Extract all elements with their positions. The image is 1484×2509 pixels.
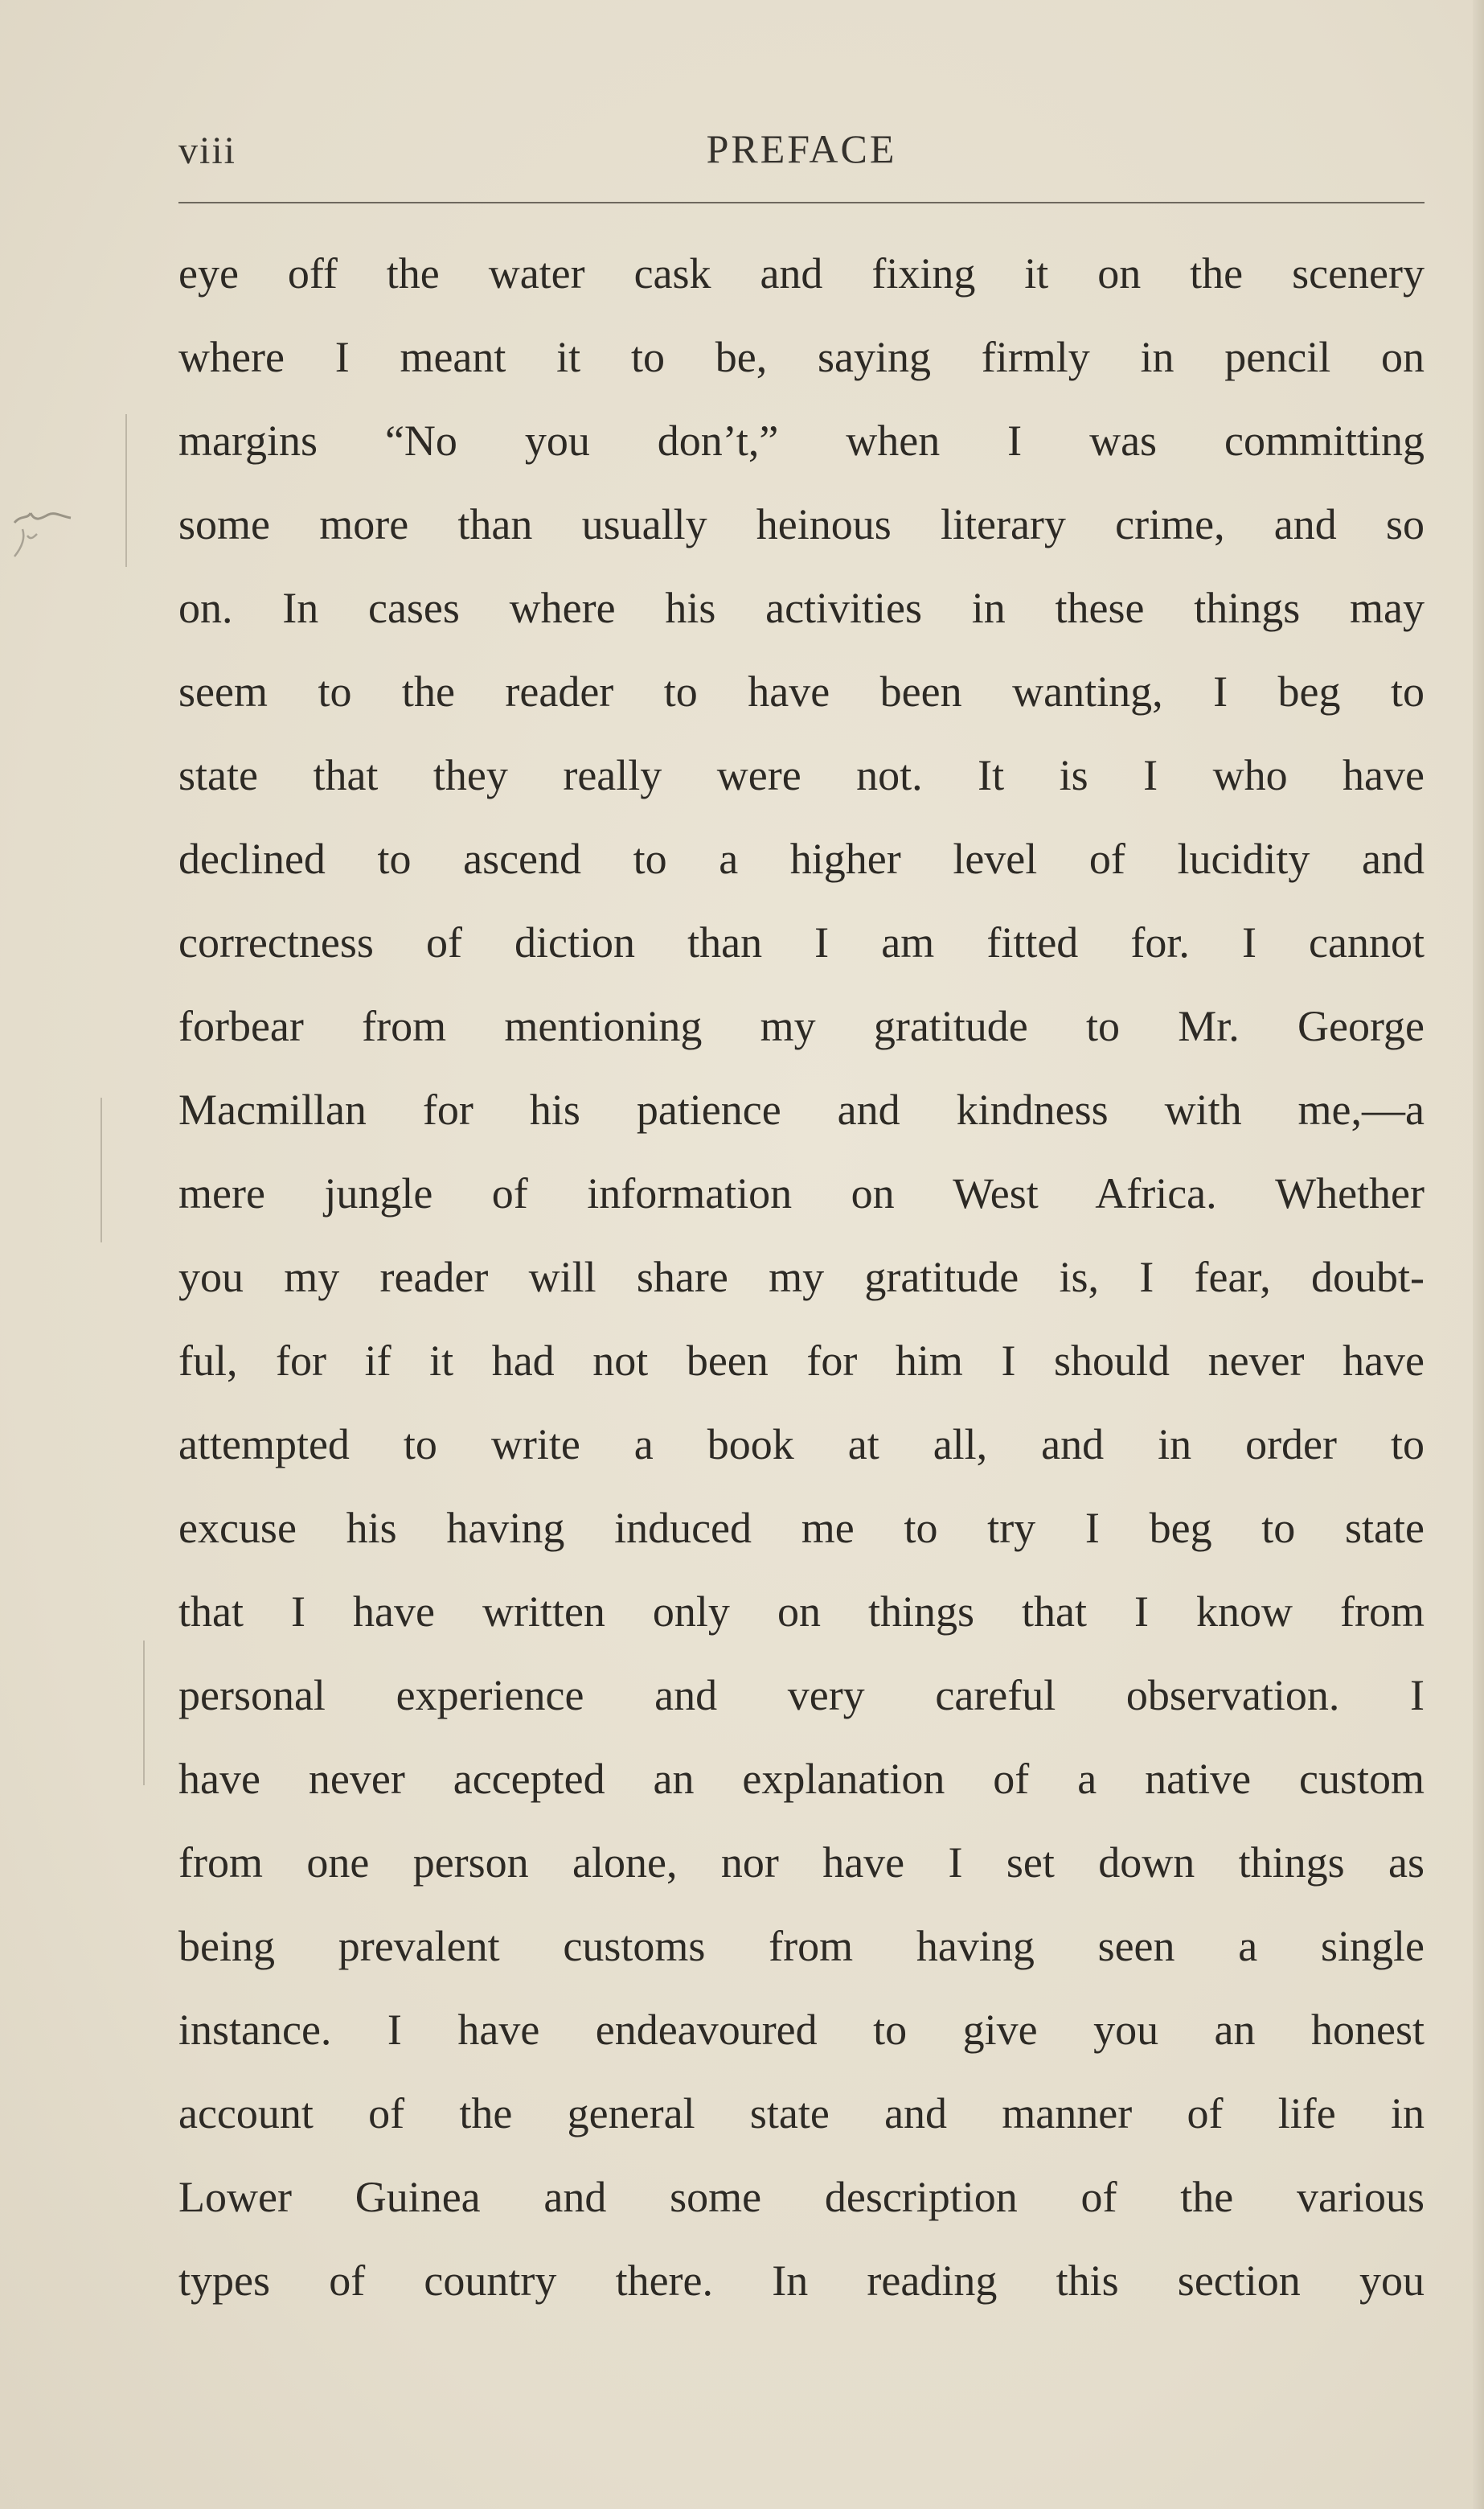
text-line: margins “No you don’t,” when I was committing xyxy=(178,417,1425,465)
pencil-margin-mark-icon xyxy=(6,491,87,579)
page-edge-shadow xyxy=(1473,0,1484,2509)
text-line: types of country there. In reading this section you xyxy=(178,2256,1425,2305)
text-line: account of the general state and manner of life in xyxy=(178,2089,1425,2137)
text-line: mere jungle of information on West Africa. Whether xyxy=(178,1169,1425,1218)
header-rule xyxy=(178,202,1425,203)
margin-line-3 xyxy=(143,1640,145,1785)
text-line: seem to the reader to have been wanting, I beg to xyxy=(178,667,1425,716)
text-line: Lower Guinea and some description of the various xyxy=(178,2173,1425,2221)
text-line: eye off the water cask and fixing it on the scenery xyxy=(178,249,1425,298)
text-line: personal experience and very careful observation. I xyxy=(178,1671,1425,1719)
text-line: that I have written only on things that I know from xyxy=(178,1587,1425,1636)
page-number: viii xyxy=(178,129,237,172)
margin-line-1 xyxy=(125,414,127,567)
text-line: ful, for if it had not been for him I should never have xyxy=(178,1337,1425,1385)
text-line: being prevalent customs from having seen a single xyxy=(178,1922,1425,1970)
margin-line-2 xyxy=(100,1098,102,1242)
text-line: on. In cases where his activities in these things may xyxy=(178,584,1425,632)
text-line: correctness of diction than I am fitted for. I cannot xyxy=(178,918,1425,967)
text-line: some more than usually heinous literary crime, and so xyxy=(178,500,1425,548)
text-line: have never accepted an explanation of a native custom xyxy=(178,1755,1425,1803)
text-line: from one person alone, nor have I set down things as xyxy=(178,1838,1425,1887)
text-line: attempted to write a book at all, and in order to xyxy=(178,1420,1425,1468)
text-line: you my reader will share my gratitude is, I fear, doubt- xyxy=(178,1253,1425,1301)
body-text xyxy=(178,232,1425,2322)
running-title: PREFACE xyxy=(706,126,897,171)
text-line: instance. I have endeavoured to give you an honest xyxy=(178,2006,1425,2054)
text-line: where I meant it to be, saying firmly in pencil on xyxy=(178,333,1425,381)
text-line: forbear from mentioning my gratitude to Mr. George xyxy=(178,1002,1425,1050)
text-line: state that they really were not. It is I who have xyxy=(178,751,1425,799)
text-line: excuse his having induced me to try I beg to state xyxy=(178,1504,1425,1552)
text-line: Macmillan for his patience and kindness with me,—a xyxy=(178,1086,1425,1134)
page-header xyxy=(178,121,1425,177)
text-line: declined to ascend to a higher level of lucidity and xyxy=(178,835,1425,883)
